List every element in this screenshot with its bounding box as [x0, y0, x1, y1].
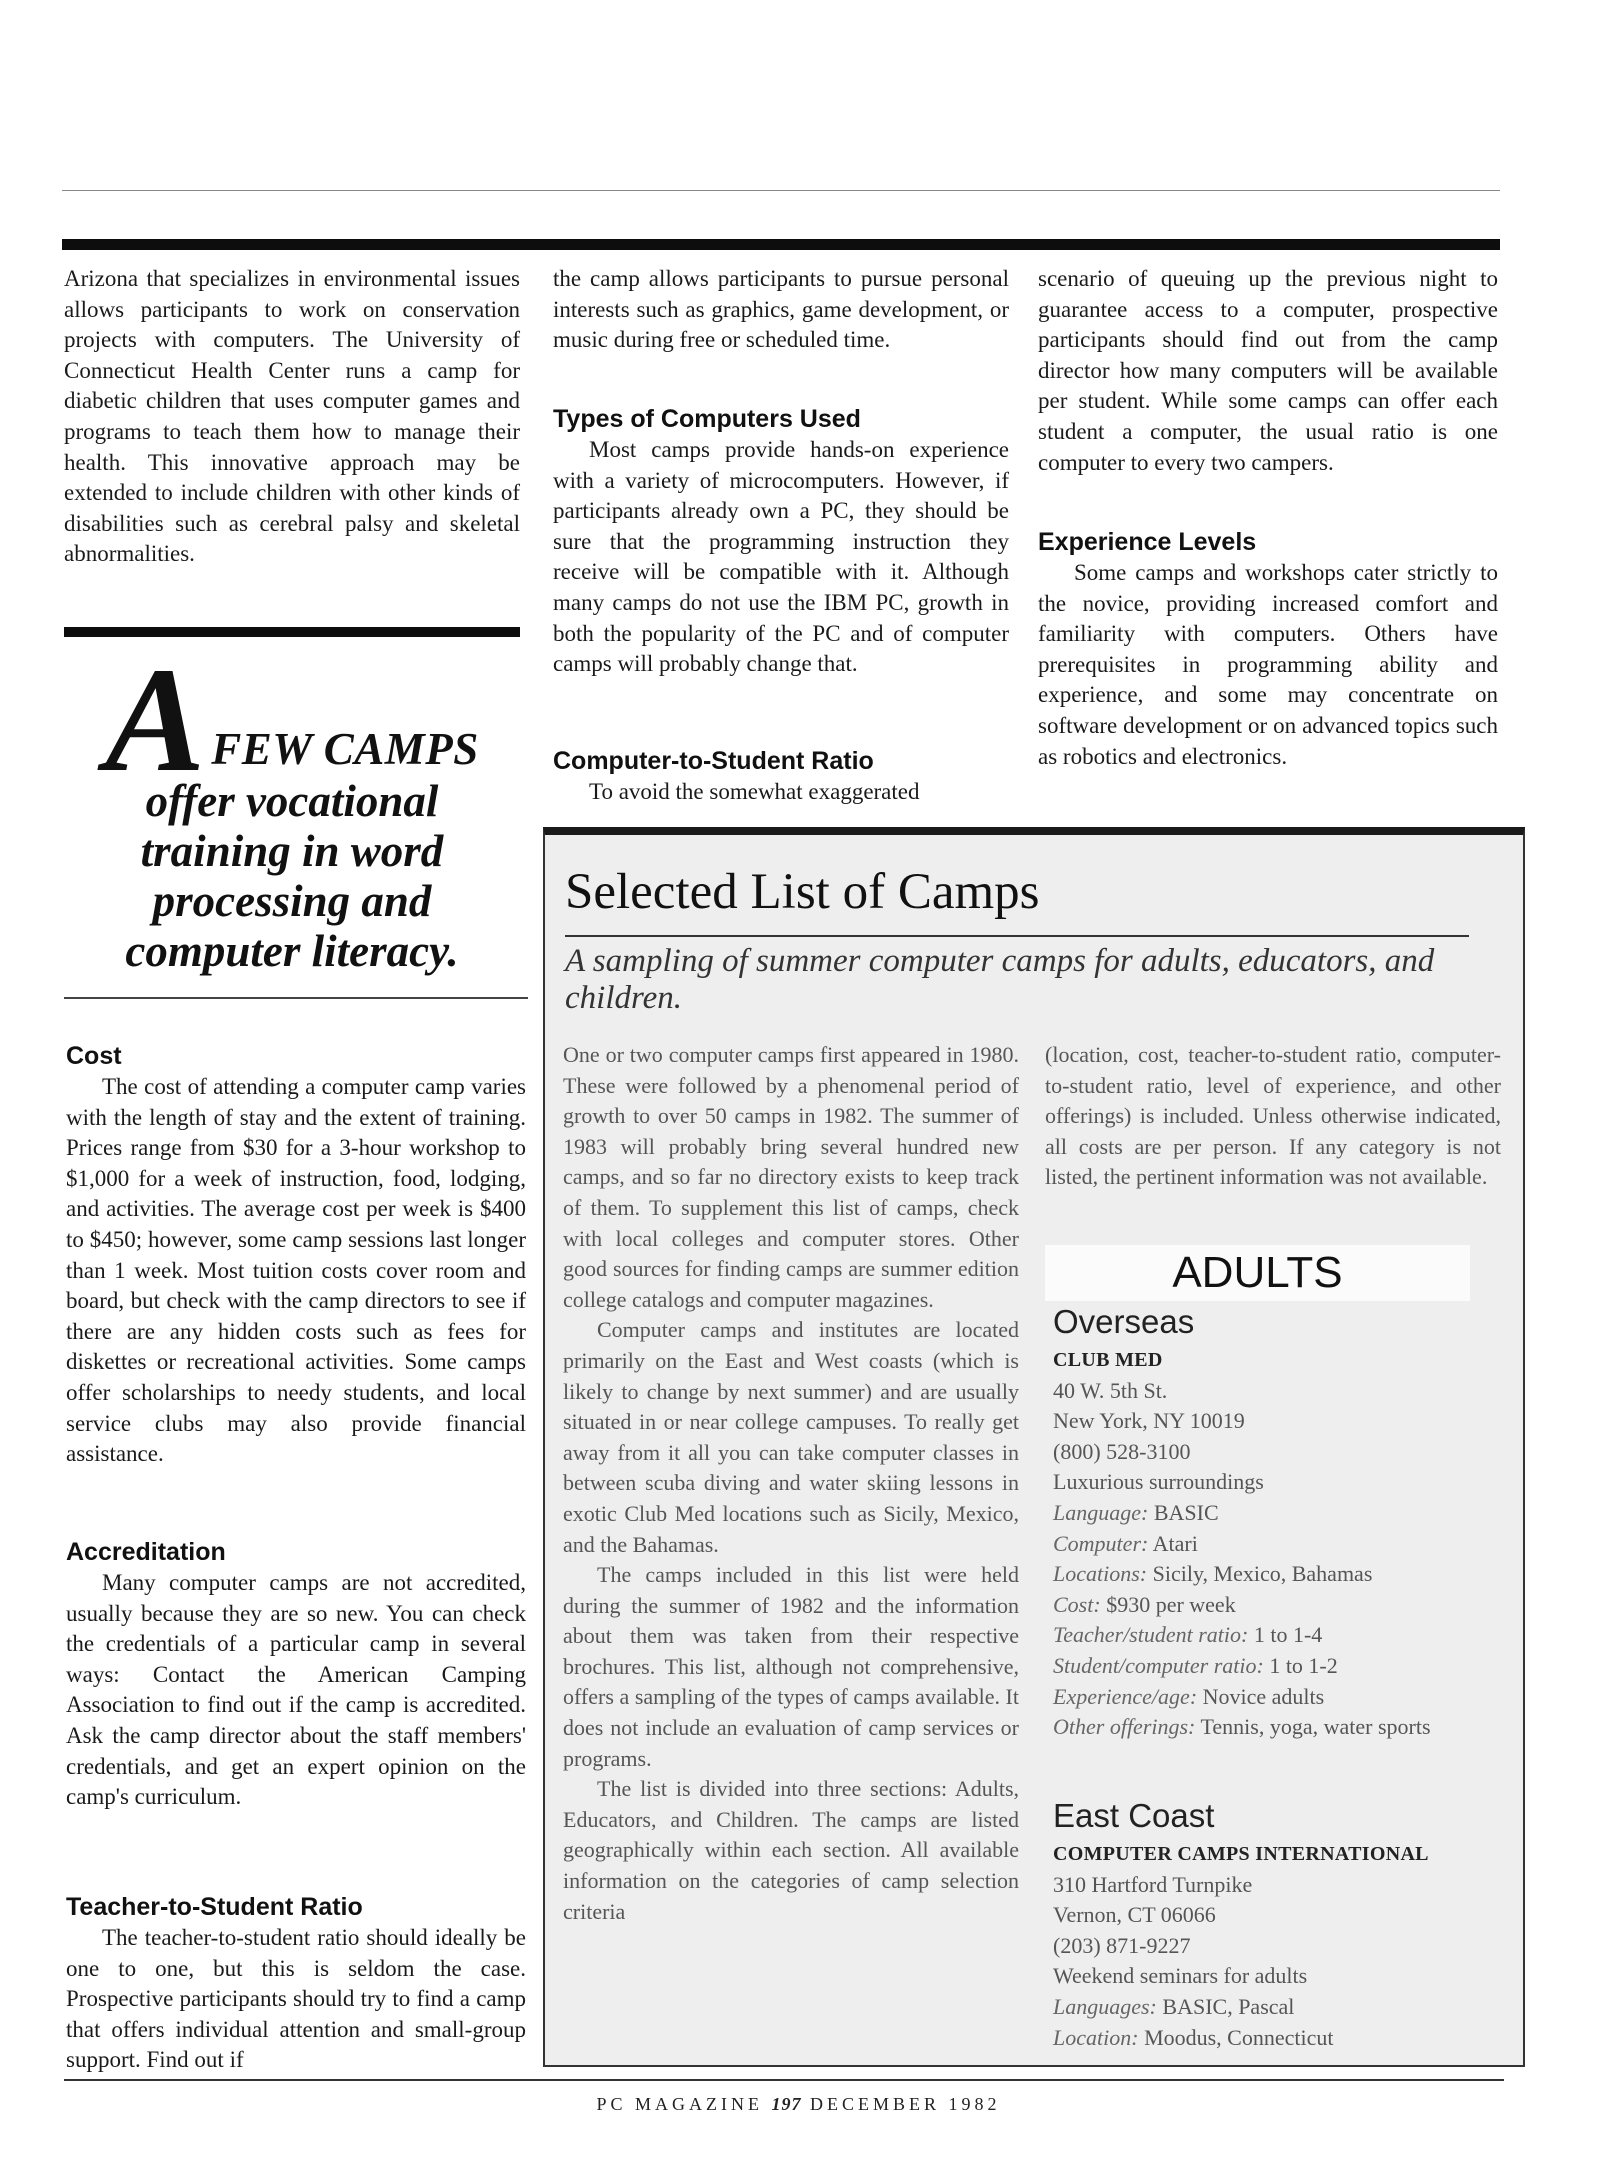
camp-name: COMPUTER CAMPS INTERNATIONAL [1053, 1843, 1429, 1865]
teacher-ratio-label: Teacher/student ratio: [1053, 1622, 1249, 1648]
camp-description: Weekend seminars for adults [1053, 1963, 1308, 1989]
teacher-ratio-heading: Teacher-to-Student Ratio [66, 1893, 363, 1921]
camp-description: Luxurious surroundings [1053, 1469, 1264, 1495]
student-ratio-label: Student/computer ratio: [1053, 1652, 1264, 1678]
column-2-top-text [553, 264, 1009, 356]
experience-value: Novice adults [1202, 1683, 1325, 1709]
bottom-rule [64, 2079, 1504, 2081]
column-3-top-text [1038, 264, 1498, 478]
footer-date: DECEMBER 1982 [810, 2094, 1001, 2114]
camp-language [1053, 1498, 1509, 1529]
cost-label: Cost: [1053, 1591, 1101, 1617]
camp-teacher-ratio [1053, 1620, 1509, 1651]
language-label: Language: [1053, 1499, 1149, 1525]
location-value: Moodus, Connecticut [1144, 2024, 1334, 2050]
box-right-column-intro [1045, 1040, 1501, 1193]
computer-ratio-heading: Computer-to-Student Ratio [553, 747, 874, 775]
cost-heading: Cost [66, 1042, 122, 1070]
adults-section-header: ADULTS [1045, 1245, 1470, 1301]
types-text: Most camps provide hands-on experience with a variety of microcomputers. However, if participants already own a PC, they should be sure that the programming instruction they receive will be compatible with it. Although many camps do not use the IBM PC, growth in both the popularity of the PC and of computer camps will probably change that. [553, 437, 1009, 677]
types-heading: Types of Computers Used [553, 405, 861, 433]
computer-ratio-section [553, 745, 1009, 808]
box-left-column [563, 1040, 1019, 1927]
locations-label: Locations: [1053, 1561, 1148, 1587]
camp-computer [1053, 1529, 1509, 1560]
camp-languages [1053, 1992, 1509, 2023]
computer-label: Computer: [1053, 1530, 1149, 1556]
box-paragraph-1: One or two computer camps first appeared in 1980. These were followed by a phenomenal period of growth to over 50 camps in 1982. The summer of 1983 will probably bring several hundred new camps, and so far no directory exists to keep track of them. To supplement this list of camps, check with local colleges and computer stores. Other good sources for finding camps are summer edition college catalogs and computer magazines. [563, 1042, 1019, 1312]
footer-magazine: PC MAGAZINE [596, 2094, 763, 2114]
teacher-ratio-section [66, 1891, 526, 2076]
camp-name: CLUB MED [1053, 1349, 1163, 1371]
camp-address-2: New York, NY 10019 [1053, 1408, 1245, 1434]
pullquote-bottom-rule [64, 997, 528, 999]
camp-address-1: 40 W. 5th St. [1053, 1377, 1168, 1403]
pullquote-dropcap: A [105, 637, 206, 803]
camp-phone: (203) 871-9227 [1053, 1932, 1191, 1958]
east-coast-listing [1053, 1797, 1509, 2053]
locations-value: Sicily, Mexico, Bahamas [1152, 1561, 1373, 1587]
pullquote-rest: offer vocational training in word processing and computer literacy. [125, 776, 459, 976]
overseas-region-heading: Overseas [1053, 1303, 1195, 1340]
cost-text: The cost of attending a computer camp varies with the length of stay and the extent of training. Prices range from $30 for a 3-hour workshop to $1,000 for a week of instruction, food, lodging, and activities. The average cost per week is $400 to $450; however, some camp sessions last longer than 1 week. Most tuition costs cover room and board, but check with the camp directors to see if there are any hidden costs such as fees for diskettes or recreational activities. Some camps offer scholarships to needy students, and local service clubs may also provide financial assistance. [66, 1074, 526, 1467]
box-paragraph-3: The camps included in this list were held during the summer of 1982 and the information about them was taken from their respective brochures. This list, although not comprehensive, offers a sampling of the types of camps available. It does not include an evaluation of camp services or programs. [563, 1562, 1019, 1771]
club-med-entry [1053, 1345, 1509, 1743]
camp-experience [1053, 1682, 1509, 1713]
other-value: Tennis, yoga, water sports [1200, 1714, 1431, 1740]
location-label: Location: [1053, 2024, 1139, 2050]
cci-entry [1053, 1839, 1509, 2053]
student-ratio-value: 1 to 1-2 [1269, 1652, 1338, 1678]
camp-student-ratio [1053, 1651, 1509, 1682]
footer-page-number: 197 [771, 2094, 802, 2114]
box-title-rule [565, 935, 1469, 937]
accreditation-text: Many computer camps are not accredited, usually because they are so new. You can check the credentials of a particular camp in several ways: Contact the American Camping Association to find out if the camp is accredited. Ask the camp director about the staff members' credentials, and get an expert opinion on the camp's curriculum. [66, 1570, 526, 1810]
overseas-listing [1053, 1303, 1509, 1743]
col1-top-paragraph: Arizona that specializes in environmental issues allows participants to work on conservation projects with computers. The University of Connecticut Health Center runs a camp for diabetic children that uses computer games and programs to teach them how to manage their health. This innovative approach may be extended to include children with other kinds of disabilities such as cerebral palsy and skeletal abnormalities. [64, 266, 520, 567]
teacher-ratio-value: 1 to 1-4 [1253, 1622, 1323, 1648]
box-paragraph-2: Computer camps and institutes are located primarily on the East and West coasts (which is likely to change by next summer) and are usually situated in or near college campuses. To really get away from it all you can take computer classes in between scuba diving and water skiing lessons in exotic Club Med locations such as Sicily, Mexico, and the Bahamas. [563, 1317, 1019, 1557]
camp-location [1053, 2023, 1509, 2054]
experience-label: Experience/age: [1053, 1683, 1198, 1709]
box-subtitle: A sampling of summer computer camps for adults, educators, and children. [565, 943, 1435, 1016]
camp-address-1: 310 Hartford Turnpike [1053, 1871, 1253, 1897]
top-thin-rule [62, 190, 1500, 191]
east-coast-region-heading: East Coast [1053, 1797, 1215, 1834]
computer-ratio-text: To avoid the somewhat exaggerated [589, 779, 920, 804]
other-label: Other offerings: [1053, 1714, 1196, 1740]
camp-address-2: Vernon, CT 06066 [1053, 1902, 1216, 1928]
computer-value: Atari [1152, 1530, 1198, 1556]
box-paragraph-4: The list is divided into three sections: Adults, Educators, and Children. The camps are listed geographically within each section. All available information on the categories of camp selection criteria [563, 1776, 1019, 1924]
languages-label: Languages: [1053, 1993, 1157, 2019]
cost-section [66, 1040, 526, 1470]
camp-cost [1053, 1590, 1509, 1621]
experience-section [1038, 526, 1498, 772]
pullquote-first-words: FEW CAMPS [211, 724, 479, 774]
teacher-ratio-text: The teacher-to-student ratio should ideally be one to one, but this is seldom the case. Prospective participants should try to find a camp that offers individual attention and small-group support. Find out if [66, 1925, 526, 2073]
accreditation-section [66, 1536, 526, 1813]
camp-phone: (800) 528-3100 [1053, 1438, 1191, 1464]
accreditation-heading: Accreditation [66, 1538, 226, 1566]
pullquote-top-rule [64, 627, 520, 637]
selected-list-box [543, 827, 1525, 2067]
box-title: Selected List of Camps [565, 864, 1040, 920]
column-1-top-text [64, 264, 520, 570]
page-footer [0, 2094, 1597, 2115]
camp-other [1053, 1712, 1509, 1743]
camp-locations [1053, 1559, 1509, 1590]
experience-heading: Experience Levels [1038, 528, 1257, 556]
languages-value: BASIC, Pascal [1162, 1993, 1295, 2019]
experience-text: Some camps and workshops cater strictly to the novice, providing increased comfort and familiarity with computers. Others have prerequisites in programming ability and experience, and some may concentrate on software development or on advanced topics such as robotics and electronics. [1038, 560, 1498, 769]
cost-value: $930 per week [1106, 1591, 1236, 1617]
col3-top-paragraph: scenario of queuing up the previous night to guarantee access to a computer, prospective participants should find out from the camp director how many computers will be available per student. While some camps can offer each student a computer, the usual ratio is one computer to every two campers. [1038, 266, 1498, 475]
types-section [553, 403, 1009, 680]
box-paragraph-5: (location, cost, teacher-to-student ratio, computer-to-student ratio, level of experience, and other offerings) is included. Unless otherwise indicated, all costs are per person. If any category is not listed, the pertinent information was not available. [1045, 1042, 1501, 1190]
pull-quote [64, 637, 520, 976]
top-thick-rule [62, 239, 1500, 250]
col2-top-paragraph: the camp allows participants to pursue personal interests such as graphics, game development, or music during free or scheduled time. [553, 266, 1009, 353]
language-value: BASIC [1153, 1499, 1219, 1525]
